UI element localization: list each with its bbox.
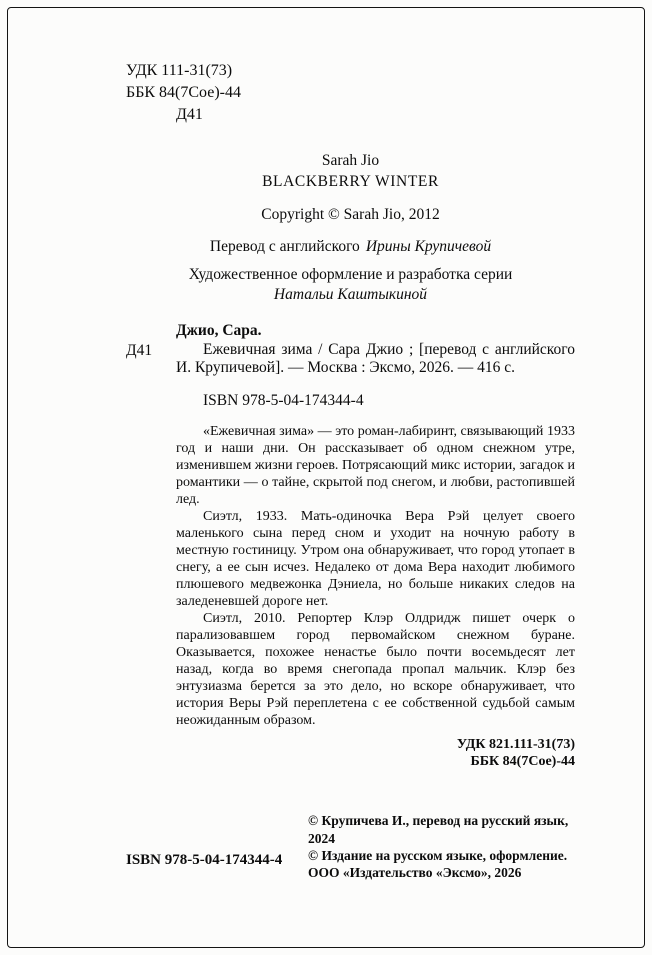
copyright-notices	[308, 812, 571, 881]
isbn-bottom: ISBN 978-5-04-174344-4	[126, 852, 283, 869]
original-edition-block	[126, 151, 575, 192]
catalog-card	[126, 322, 575, 377]
catalog-author: Джио, Сара.	[176, 322, 262, 340]
original-copyright: Copyright © Sarah Jio, 2012	[261, 206, 440, 224]
design-credit	[126, 265, 575, 305]
copyright-translation: © Крупичева И., перевод на русский язык, 2024	[308, 813, 569, 846]
book-code-margin: Д41	[126, 342, 153, 360]
annotation-paragraph-3: Сиэтл, 2010. Репортер Клэр Олдридж пишет очерк о парализовавшем город первомайском снежном буране. Оказывается, похожее ненастье было почти восемьдесят лет назад, когда во время снегопада пропал мальчик. Клэр без энтузиазма берется за это дело, но вскоре обнаруживает, что история Веры Рэй переплетена с ее собственной судьбой самым неожиданным образом.	[176, 611, 575, 729]
translator-name: Ирины Крупичевой	[365, 238, 492, 256]
catalog-entry-wrap	[126, 341, 575, 377]
copyright-publisher: © Издание на русском языке, оформление. ООО «Издательство «Эксмо», 2026	[308, 848, 568, 881]
annotation-paragraph-1: «Ежевичная зима» — это роман-лабиринт, связывающий 1933 год и наши дни. Он рассказывает об одном снежном утре, изменившем жизни героев. Потрясающий микс истории, загадок и романтики — о тайне, скрытой под снегом, и любви, растопившей лед.	[176, 424, 575, 508]
translation-credit	[126, 238, 575, 256]
translation-label: Перевод с английского	[209, 238, 360, 256]
original-title: BLACKBERRY WINTER	[262, 172, 439, 190]
udk-top: УДК 111-31(73)	[126, 62, 233, 79]
bbk-top: ББК 84(7Сое)-44	[126, 84, 241, 102]
book-code-top: Д41	[176, 106, 203, 124]
catalog-entry: Ежевичная зима / Сара Джио ; [перевод с английского И. Крупичевой]. — Москва : Эксмо, 2026. — 416 с.	[176, 341, 575, 377]
annotation-paragraph-2: Сиэтл, 1933. Мать-одиночка Вера Рэй целует своего маленького сына перед сном и уходит на ночную работу в местную гостиницу. Утром она обнаруживает, что город утопает в снегу, а ее сын исчез. Недалеко от дома Вера находит любимого плюшевого медвежонка Дэниела, но больше никаких следов на заледеневшей дороге нет.	[176, 509, 575, 610]
design-label: Художественное оформление и разработка серии	[188, 266, 513, 284]
designer-name: Натальи Каштыкиной	[273, 286, 428, 304]
bbk-bottom: ББК 84(7Сое)-44	[470, 754, 575, 770]
page-content	[126, 60, 575, 882]
footer-classification	[126, 736, 575, 770]
footer-row	[126, 812, 575, 881]
classification-block	[126, 60, 575, 126]
original-author: Sarah Jio	[321, 152, 380, 170]
isbn-catalog: ISBN 978-5-04-174344-4	[203, 392, 364, 410]
udk-bottom: УДК 821.111-31(73)	[456, 737, 575, 753]
annotation-block	[176, 423, 575, 729]
